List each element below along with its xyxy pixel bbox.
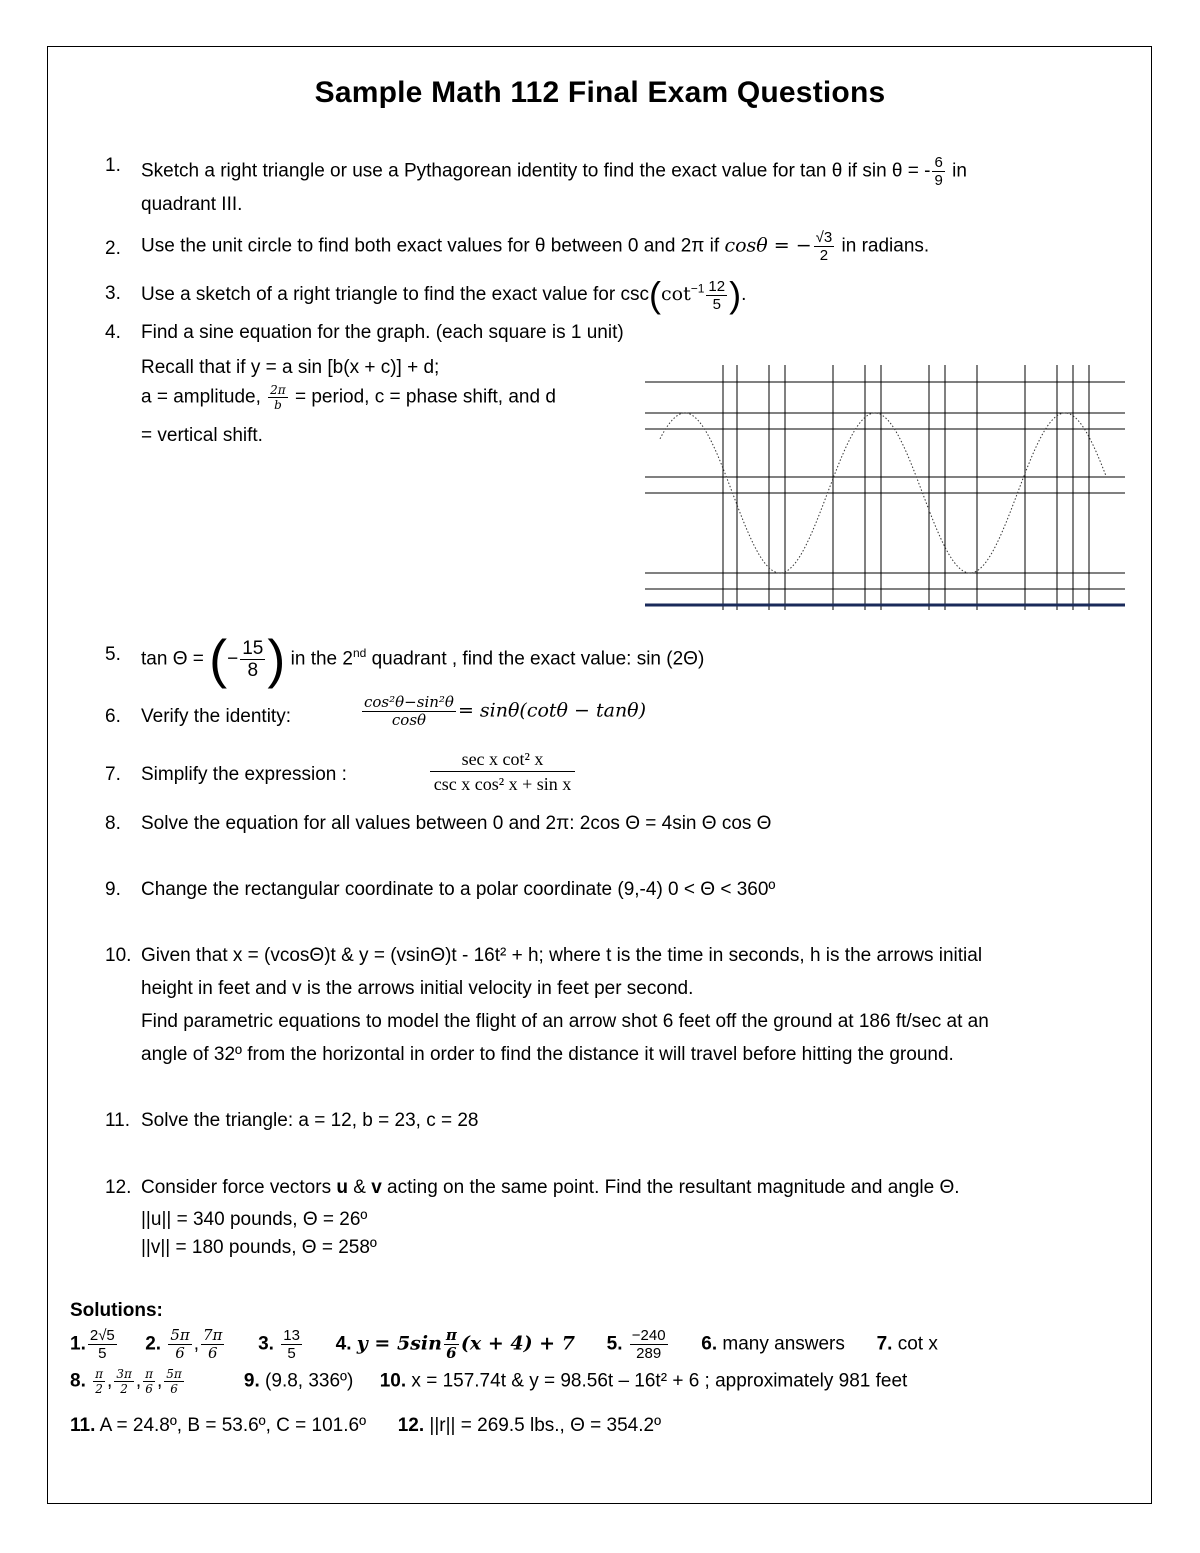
q4-text-c2: = period, c = phase shift, and d xyxy=(289,386,556,408)
q8-text: Solve the equation for all values between 0 and 2π: 2cos Θ = 4sin Θ cos Θ xyxy=(141,813,772,834)
solutions-line-3 xyxy=(70,1415,661,1437)
solutions-line-1: 1. $\frac{2√5}{5}$ 2. $\frac{5\pi}{6}$ , $\frac{7\pi}{6}$ 3. $\frac{13}{5}$ 4. y = 5sin $\frac{\pi}{6}$ (x + 4) + 7 5. $\frac{-240}{289}$ 6. many answers 7. cot x xyxy=(70,1326,938,1362)
sol8-fraction-2: $\frac{3\pi}{2}$ xyxy=(116,1367,132,1396)
sol12-num: 12. xyxy=(397,1415,425,1436)
q3-left-paren: ( xyxy=(648,274,661,315)
sol5-num: 5. xyxy=(606,1333,623,1355)
q8-number: 8. xyxy=(105,813,121,834)
q10-text-b: height in feet and v is the arrows initial velocity in feet per second. xyxy=(141,978,694,999)
q1-fraction: $\frac{6}{9}$ xyxy=(934,154,943,189)
q10-text-a: Given that x = (vcosΘ)t & y = (vsinΘ)t - 16t² + h; where t is the time in seconds, h is the arrows initial xyxy=(141,945,983,966)
q5-left-paren: ( xyxy=(209,629,228,690)
q3-text xyxy=(141,274,746,316)
q3-number: 3. xyxy=(105,283,121,304)
q5-superscript: nd xyxy=(352,646,367,660)
q12-vector-u: u xyxy=(336,1177,348,1198)
sol4-num: 4. xyxy=(335,1333,352,1355)
q11-text: Solve the triangle: a = 12, b = 23, c = 28 xyxy=(141,1110,479,1131)
sol6-text: many answers xyxy=(722,1333,845,1355)
q6-text-a: Verify the identity: xyxy=(141,706,291,727)
q5-number: 5. xyxy=(105,644,121,665)
sol12-text: ||r|| = 269.5 lbs., Θ = 354.2º xyxy=(429,1415,662,1436)
solutions-line-2: 8. $\frac{\pi}{2}$ , $\frac{3\pi}{2}$ , $\frac{\pi}{6}$ , $\frac{5\pi}{6}$ 9. (9.8, 336º) 10. x = 157.74t & y = 98.56t – 16t² + 6 ; approximately 981 feet xyxy=(70,1367,908,1396)
graph-horizontal-lines xyxy=(645,382,1125,589)
q3-text-a: Use a sketch of a right triangle to find the exact value for csc xyxy=(141,284,649,306)
sol7-text: cot x xyxy=(897,1333,938,1355)
q5-minus: − xyxy=(227,648,239,670)
q10-text-d: angle of 32º from the horizontal in order to find the distance it will travel before hitting the ground. xyxy=(141,1044,954,1065)
sol11-text: A = 24.8º, B = 53.6º, C = 101.6º xyxy=(99,1415,367,1436)
sol8-fraction-4: $\frac{5\pi}{6}$ xyxy=(166,1367,182,1396)
q7-number: 7. xyxy=(105,764,121,785)
q2-number: 2. xyxy=(105,238,121,259)
q2-text-b: in radians. xyxy=(836,235,930,257)
sol11-num: 11. xyxy=(70,1415,96,1436)
q12-text-b: acting on the same point. Find the resultant magnitude and angle Θ. xyxy=(381,1177,960,1198)
q6-number: 6. xyxy=(105,706,121,727)
q3-text-b: . xyxy=(741,284,747,306)
q9-number: 9. xyxy=(105,879,121,900)
q12-amp: & xyxy=(347,1177,372,1198)
sol2-fraction-1: $\frac{5\pi}{6}$ xyxy=(170,1326,190,1362)
q1-text-b: in xyxy=(946,160,967,182)
q1-text-c: quadrant III. xyxy=(141,194,243,215)
q6-rhs: = sinθ(cotθ − tanθ) xyxy=(457,699,647,722)
q11-number: 11. xyxy=(105,1110,131,1131)
q12-line-v: ||v|| = 180 pounds, Θ = 258º xyxy=(141,1237,377,1258)
q5-right-paren: ) xyxy=(267,629,286,690)
sol10-num: 10. xyxy=(379,1370,407,1392)
sol3-num: 3. xyxy=(258,1333,274,1355)
q5-fraction: $\frac{15}{8}$ xyxy=(242,637,264,681)
q12-number: 12. xyxy=(105,1177,132,1198)
sol8-fraction-1: $\frac{\pi}{2}$ xyxy=(95,1367,104,1396)
q4-text-b: Recall that if y = a sin [b(x + c)] + d; xyxy=(141,357,440,378)
q10-text-c: Find parametric equations to model the flight of an arrow shot 6 feet off the ground at 186 ft/sec at an xyxy=(141,1011,989,1032)
q2-text-a: Use the unit circle to find both exact values for θ between 0 and 2π if xyxy=(141,235,725,257)
sol4-b: (x + 4) + 7 xyxy=(460,1332,575,1355)
sol3-fraction: $\frac{13}{5}$ xyxy=(283,1327,300,1362)
q12-text-a: Consider force vectors xyxy=(141,1177,337,1198)
q5-text xyxy=(141,620,704,692)
sol10-text: x = 157.74t & y = 98.56t – 16t² + 6 ; approximately 981 feet xyxy=(411,1370,908,1392)
q5-text-b: in the 2 xyxy=(285,648,353,670)
q6-fraction: $\frac{\text{cos²θ−sin²θ}}{\cos\theta}$ xyxy=(364,693,454,729)
sol6-num: 6. xyxy=(701,1333,718,1355)
sol8-fraction-3: $\frac{\pi}{6}$ xyxy=(145,1367,154,1396)
q1-text xyxy=(141,155,967,188)
q5-text-c: quadrant , find the exact value: sin (2Θ) xyxy=(366,648,705,670)
sol9-num: 9. xyxy=(243,1370,260,1392)
sol8-num: 8. xyxy=(70,1370,86,1392)
q3-right-paren: ) xyxy=(729,274,742,315)
q4-text-c1: a = amplitude, xyxy=(141,386,267,408)
q4-fraction: $\frac{2\pi}{b}$ xyxy=(270,383,286,412)
q7-fraction: $\frac{\text{sec x cot² x}}{\text{csc x cos² x + sin x}}$ xyxy=(430,750,575,793)
q5-text-a: tan Θ = xyxy=(141,648,210,670)
sol4-a: y = 5sin xyxy=(356,1332,442,1355)
sol2-num: 2. xyxy=(145,1333,162,1355)
q12-vector-v: v xyxy=(371,1177,382,1198)
q3-fraction: $\frac{12}{5}$ xyxy=(708,277,726,313)
sol1-num: 1. xyxy=(70,1333,86,1355)
sol5-fraction: $\frac{-240}{289}$ xyxy=(631,1327,666,1362)
q2-fraction: $\frac{√3}{2}$ xyxy=(815,229,833,264)
page-title: Sample Math 112 Final Exam Questions xyxy=(314,76,886,109)
q10-number: 10. xyxy=(105,945,132,966)
q4-number: 4. xyxy=(105,322,121,343)
q4-text-d: = vertical shift. xyxy=(141,425,263,446)
sol1-fraction: $\frac{2√5}{5}$ xyxy=(89,1327,115,1362)
q4-text-c xyxy=(141,384,556,411)
q1-text-a: Sketch a right triangle or use a Pythagorean identity to find the exact value for tan θ if sin θ = - xyxy=(141,160,931,182)
q2-text xyxy=(141,230,929,263)
sol9-text: (9.8, 336º) xyxy=(265,1370,354,1392)
q3-math: cot xyxy=(660,283,691,306)
q1-number: 1. xyxy=(105,155,121,176)
sol2-fraction-2: $\frac{7\pi}{6}$ xyxy=(203,1326,223,1362)
sol7-num: 7. xyxy=(876,1333,893,1355)
sol4-fraction: $\frac{\pi}{6}$ xyxy=(445,1326,457,1362)
q9-text: Change the rectangular coordinate to a polar coordinate (9,-4) 0 < Θ < 360º xyxy=(141,879,776,900)
q12-text xyxy=(141,1177,960,1199)
q3-exponent: −1 xyxy=(690,281,705,296)
solutions-heading: Solutions: xyxy=(70,1300,163,1321)
q6-identity xyxy=(360,695,646,728)
q2-math: cosθ = − xyxy=(724,234,812,257)
q7-expression xyxy=(428,750,577,793)
sine-graph xyxy=(645,365,1125,610)
q4-text-a: Find a sine equation for the graph. (each square is 1 unit) xyxy=(141,322,624,343)
q7-text-a: Simplify the expression : xyxy=(141,764,347,785)
q12-line-u: ||u|| = 340 pounds, Θ = 26º xyxy=(141,1209,368,1230)
